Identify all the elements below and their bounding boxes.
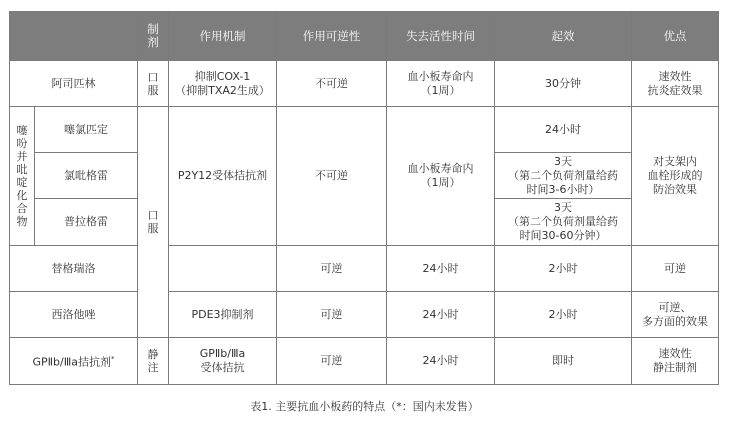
header-row — [10, 12, 719, 61]
onset-cilostazol: 2小时 — [495, 292, 632, 338]
header-drug — [10, 12, 138, 61]
onset-ticlopidine: 24小时 — [495, 107, 632, 153]
advantage-gp: 速效性 静注制剂 — [632, 338, 719, 385]
inactivation-aspirin: 血小板寿命内 （1周） — [387, 61, 495, 107]
drug-name-clopidogrel: 氯吡格雷 — [35, 153, 138, 199]
mechanism-thienopyridine: P2Y12受体拮抗剂 — [169, 107, 277, 246]
group-thienopyridine-label: 噻吩并吡啶化合物 — [16, 124, 28, 228]
mechanism-ticagrelor — [169, 246, 277, 292]
form-gp — [138, 338, 169, 385]
drug-name-prasugrel: 普拉格雷 — [35, 199, 138, 246]
form-oral-shared — [138, 107, 169, 338]
form-oral-label: 口服 — [147, 209, 159, 235]
reversibility-cilostazol: 可逆 — [277, 292, 387, 338]
header-onset: 起效 — [495, 12, 632, 61]
header-reversibility: 作用可逆性 — [277, 12, 387, 61]
mechanism-gp: GPⅡb/Ⅲa 受体拮抗 — [169, 338, 277, 385]
inactivation-ticagrelor: 24小时 — [387, 246, 495, 292]
onset-prasugrel: 3天 （第二个负荷剂量给药 时间30-60分钟） — [495, 199, 632, 246]
reversibility-ticagrelor: 可逆 — [277, 246, 387, 292]
onset-clopidogrel: 3天 （第二个负荷剂量给药 时间3-6小时） — [495, 153, 632, 199]
advantage-thienopyridine: 对支架内 血栓形成的 防治效果 — [632, 107, 719, 246]
table-row-cilostazol — [10, 292, 719, 338]
header-mechanism: 作用机制 — [169, 12, 277, 61]
drug-name-gp — [10, 338, 138, 385]
header-advantage: 优点 — [632, 12, 719, 61]
reversibility-thienopyridine: 不可逆 — [277, 107, 387, 246]
mechanism-cilostazol: PDE3抑制剂 — [169, 292, 277, 338]
table-row-ticlopidine — [10, 107, 719, 153]
advantage-ticagrelor: 可逆 — [632, 246, 719, 292]
inactivation-thienopyridine: 血小板寿命内 （1周） — [387, 107, 495, 246]
inactivation-gp: 24小时 — [387, 338, 495, 385]
group-thienopyridine — [10, 107, 35, 246]
form-gp-label: 静注 — [147, 348, 159, 374]
form-aspirin-label: 口服 — [147, 70, 159, 97]
mechanism-aspirin: 抑制COX-1 （抑制TXA2生成） — [169, 61, 277, 107]
advantage-aspirin: 速效性 抗炎症效果 — [632, 61, 719, 107]
drug-name-cilostazol: 西洛他唑 — [10, 292, 138, 338]
drug-name-ticlopidine: 噻氯匹定 — [35, 107, 138, 153]
table-row-aspirin — [10, 61, 719, 107]
onset-ticagrelor: 2小时 — [495, 246, 632, 292]
drug-name-aspirin: 阿司匹林 — [10, 61, 138, 107]
table-row-gp — [10, 338, 719, 385]
table-row-ticagrelor — [10, 246, 719, 292]
onset-aspirin: 30分钟 — [495, 61, 632, 107]
inactivation-cilostazol: 24小时 — [387, 292, 495, 338]
not-marketed-mark: * — [111, 355, 115, 364]
header-form-label: 制剂 — [147, 22, 159, 49]
antiplatelet-drug-table — [9, 11, 719, 385]
form-aspirin — [138, 61, 169, 107]
header-inactivation: 失去活性时间 — [387, 12, 495, 61]
reversibility-gp: 可逆 — [277, 338, 387, 385]
header-form — [138, 12, 169, 61]
drug-name-gp-text: GPⅡb/Ⅲa拮抗剂 — [32, 355, 112, 369]
table-caption: 表1. 主要抗血小板药的特点（*：国内未发售） — [250, 400, 479, 413]
drug-name-ticagrelor: 替格瑞洛 — [10, 246, 138, 292]
onset-gp: 即时 — [495, 338, 632, 385]
antiplatelet-table-container — [9, 11, 719, 385]
advantage-cilostazol: 可逆、 多方面的效果 — [632, 292, 719, 338]
reversibility-aspirin: 不可逆 — [277, 61, 387, 107]
